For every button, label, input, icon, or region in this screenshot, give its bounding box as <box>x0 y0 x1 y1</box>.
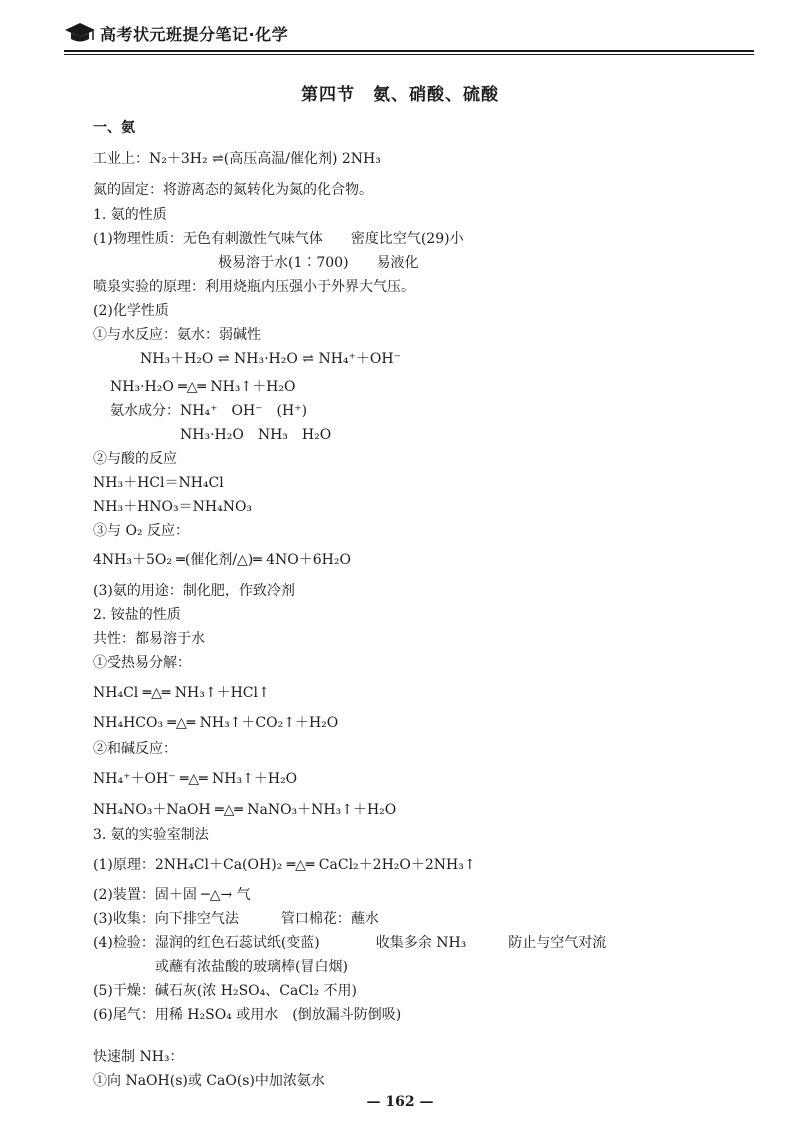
nitrogen-fixation-definition: 氮的固定：将游离态的氮转化为氮的化合物。 <box>93 182 373 198</box>
quick-preparation-method-1: ①向 NaOH(s)或 CaO(s)中加浓氨水 <box>93 1073 325 1089</box>
catalytic-oxidation-equation: 4NH₃＋5O₂ ═(催化剂/△)═ 4NO＋6H₂O <box>93 552 351 568</box>
nh4cl-decomposition-equation: NH₄Cl ═△═ NH₃↑＋HCl↑ <box>93 685 270 701</box>
tail-gas-line: (6)尾气：用稀 H₂SO₄ 或用水 (倒放漏斗防倒吸) <box>93 1007 402 1023</box>
reaction-with-water-heading: ①与水反应：氨水：弱碱性 <box>93 327 261 343</box>
common-property-line: 共性：都易溶于水 <box>93 631 205 647</box>
hno3-reaction-equation: NH₃＋HNO₃＝NH₄NO₃ <box>93 499 253 515</box>
subheading-ammonia-properties: 1. 氨的性质 <box>93 207 167 223</box>
header-rule <box>64 50 754 52</box>
fountain-experiment-line: 喷泉实验的原理：利用烧瓶内压强小于外界大气压。 <box>93 279 415 295</box>
nh4hco3-decomposition-equation: NH₄HCO₃ ═△═ NH₃↑＋CO₂↑＋H₂O <box>93 715 339 731</box>
graduation-cap-icon <box>64 22 96 44</box>
ammonia-water-molecules: NH₃·H₂O NH₃ H₂O <box>180 427 332 443</box>
physical-properties-line-2: 极易溶于水(1∶700) 易液化 <box>218 255 419 271</box>
reaction-with-base-heading: ②和碱反应： <box>93 741 177 757</box>
chemical-properties-heading: (2)化学性质 <box>93 303 169 319</box>
drying-line: (5)干燥：碱石灰(浓 H₂SO₄、CaCl₂ 不用) <box>93 983 358 999</box>
detection-line-2: 或蘸有浓盐酸的玻璃棒(冒白烟) <box>155 959 348 975</box>
principle-equation: (1)原理：2NH₄Cl＋Ca(OH)₂ ═△═ CaCl₂＋2H₂O＋2NH₃↑ <box>93 857 476 873</box>
hcl-reaction-equation: NH₃＋HCl＝NH₄Cl <box>93 475 224 491</box>
subheading-lab-preparation: 3. 氨的实验室制法 <box>93 827 209 843</box>
header-title: 高考状元班提分笔记·化学 <box>100 25 289 44</box>
quick-preparation-heading: 快速制 NH₃： <box>93 1049 184 1065</box>
ammonia-uses-line: (3)氨的用途：制化肥，作致冷剂 <box>93 583 295 599</box>
page-number: — 162 — <box>366 1094 434 1110</box>
subheading-ammonium-salts: 2. 铵盐的性质 <box>93 607 181 623</box>
heading-ammonia: 一、氨 <box>93 120 135 136</box>
ammonium-hydroxide-equation: NH₄⁺＋OH⁻ ═△═ NH₃↑＋H₂O <box>93 771 298 787</box>
collection-line: (3)收集：向下排空气法 管口棉花：蘸水 <box>93 911 379 927</box>
physical-properties-line: (1)物理性质：无色有刺激性气味气体 密度比空气(29)小 <box>93 231 464 247</box>
header-rule-thin <box>64 54 754 55</box>
page-header <box>64 20 754 50</box>
water-equilibrium-equation: NH₃＋H₂O ⇌ NH₃·H₂O ⇌ NH₄⁺＋OH⁻ <box>140 351 401 367</box>
ammonia-water-ions: 氨水成分：NH₄⁺ OH⁻ (H⁺) <box>110 403 308 419</box>
apparatus-line: (2)装置：固＋固 ─△→ 气 <box>93 887 251 903</box>
ammonia-hydrate-decomposition: NH₃·H₂O ═△═ NH₃↑＋H₂O <box>110 379 296 395</box>
section-title: 第四节 氨、硝酸、硫酸 <box>301 85 499 105</box>
detection-line: (4)检验：湿润的红色石蕊试纸(变蓝) 收集多余 NH₃ 防止与空气对流 <box>93 935 607 951</box>
nh4no3-naoh-equation: NH₄NO₃＋NaOH ═△═ NaNO₃＋NH₃↑＋H₂O <box>93 802 397 818</box>
reaction-with-acid-heading: ②与酸的反应 <box>93 451 177 467</box>
thermal-decomposition-heading: ①受热易分解： <box>93 655 191 671</box>
reaction-with-oxygen-heading: ③与 O₂ 反应： <box>93 523 189 539</box>
industrial-synthesis-equation: 工业上：N₂＋3H₂ ⇌(高压高温/催化剂) 2NH₃ <box>93 151 381 167</box>
